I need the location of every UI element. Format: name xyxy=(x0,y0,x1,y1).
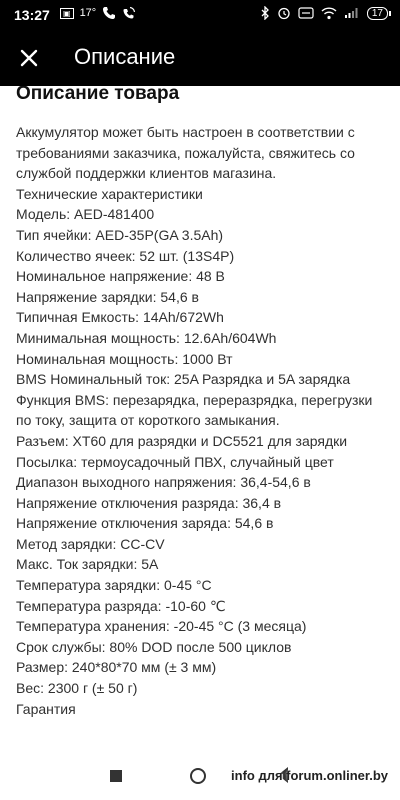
spec-line: Минимальная мощность: 12.6Ah/604Wh xyxy=(16,329,277,346)
wifi-calling-icon xyxy=(122,6,136,20)
spec-line: Напряжение зарядки: 54,6 в xyxy=(16,288,199,305)
temperature-label: 17° xyxy=(79,7,97,19)
spec-line: BMS Номинальный ток: 25A Разрядка и 5A зарядка xyxy=(16,371,351,388)
spec-line: Посылка: термоусадочный ПВХ, случайный цвет xyxy=(16,453,334,470)
spec-line: Вес: 2300 г (± 50 г) xyxy=(16,680,138,697)
navigation-bar xyxy=(0,762,400,800)
description-content[interactable] xyxy=(0,86,400,762)
spec-line: Номинальная мощность: 1000 Вт xyxy=(16,350,233,367)
description-text xyxy=(16,122,388,719)
spec-line: по току, защита от короткого замыкания. xyxy=(16,412,280,429)
spec-line: Номинальное напряжение: 48 В xyxy=(16,268,225,285)
intro-line: Технические характеристики xyxy=(16,185,203,202)
spec-line: Количество ячеек: 52 шт. (13S4P) xyxy=(16,247,235,264)
silent-icon xyxy=(298,7,314,19)
spec-line: Диапазон выходного напряжения: 36,4-54,6 в xyxy=(16,474,311,491)
app-bar xyxy=(0,30,400,86)
phone-call-icon xyxy=(102,6,116,20)
signal-icon xyxy=(344,7,360,19)
battery-icon xyxy=(367,7,388,20)
spec-line: Срок службы: 80% DOD после 500 циклов xyxy=(16,638,292,655)
alarm-icon xyxy=(277,6,291,20)
spec-line: Напряжение отключения разряда: 36,4 в xyxy=(16,494,282,511)
status-bar xyxy=(0,0,400,30)
spec-line: Функция BMS: перезарядка, переразрядка, перегрузки xyxy=(16,391,373,408)
section-title: Описание товара xyxy=(16,86,180,104)
spec-line: Температура зарядки: 0-45 °C xyxy=(16,577,212,594)
close-icon[interactable] xyxy=(14,43,44,73)
spec-line: Размер: 240*80*70 мм (± 3 мм) xyxy=(16,659,217,676)
watermark-text: info для forum.onliner.by xyxy=(231,768,388,783)
spec-line: Модель: AED-481400 xyxy=(16,206,155,223)
intro-line: службой поддержки клиентов магазина. xyxy=(16,165,277,182)
intro-line: требованиями заказчика, пожалуйста, свяжитесь со xyxy=(16,144,355,161)
spec-line: Напряжение отключения заряда: 54,6 в xyxy=(16,515,274,532)
status-time: 13:27 xyxy=(14,7,50,23)
spec-line: Температура разряда: -10-60 ℃ xyxy=(16,597,226,614)
status-left-icons xyxy=(60,6,136,20)
spec-line: Метод зарядки: CC-CV xyxy=(16,535,165,552)
battery-level: 17 xyxy=(371,7,383,19)
notification-icon: ▣ xyxy=(60,8,74,19)
spec-line: Типичная Емкость: 14Ah/672Wh xyxy=(16,309,224,326)
page-title: Описание xyxy=(74,44,176,69)
wifi-icon xyxy=(321,7,337,20)
spec-line: Макс. Ток зарядки: 5A xyxy=(16,556,159,573)
recents-square-icon[interactable] xyxy=(110,770,122,782)
status-right-icons xyxy=(260,6,388,20)
intro-line: Аккумулятор может быть настроен в соответствии с xyxy=(16,124,355,140)
warranty-label: Гарантия xyxy=(16,700,76,717)
spec-line: Температура хранения: -20-45 °C (3 месяца) xyxy=(16,618,307,635)
spec-line: Тип ячейки: AED-35P(GA 3.5Ah) xyxy=(16,226,224,243)
bluetooth-icon xyxy=(260,6,270,20)
home-circle-icon[interactable] xyxy=(190,768,206,784)
spec-line: Разъем: XT60 для разрядки и DC5521 для зарядки xyxy=(16,432,348,449)
